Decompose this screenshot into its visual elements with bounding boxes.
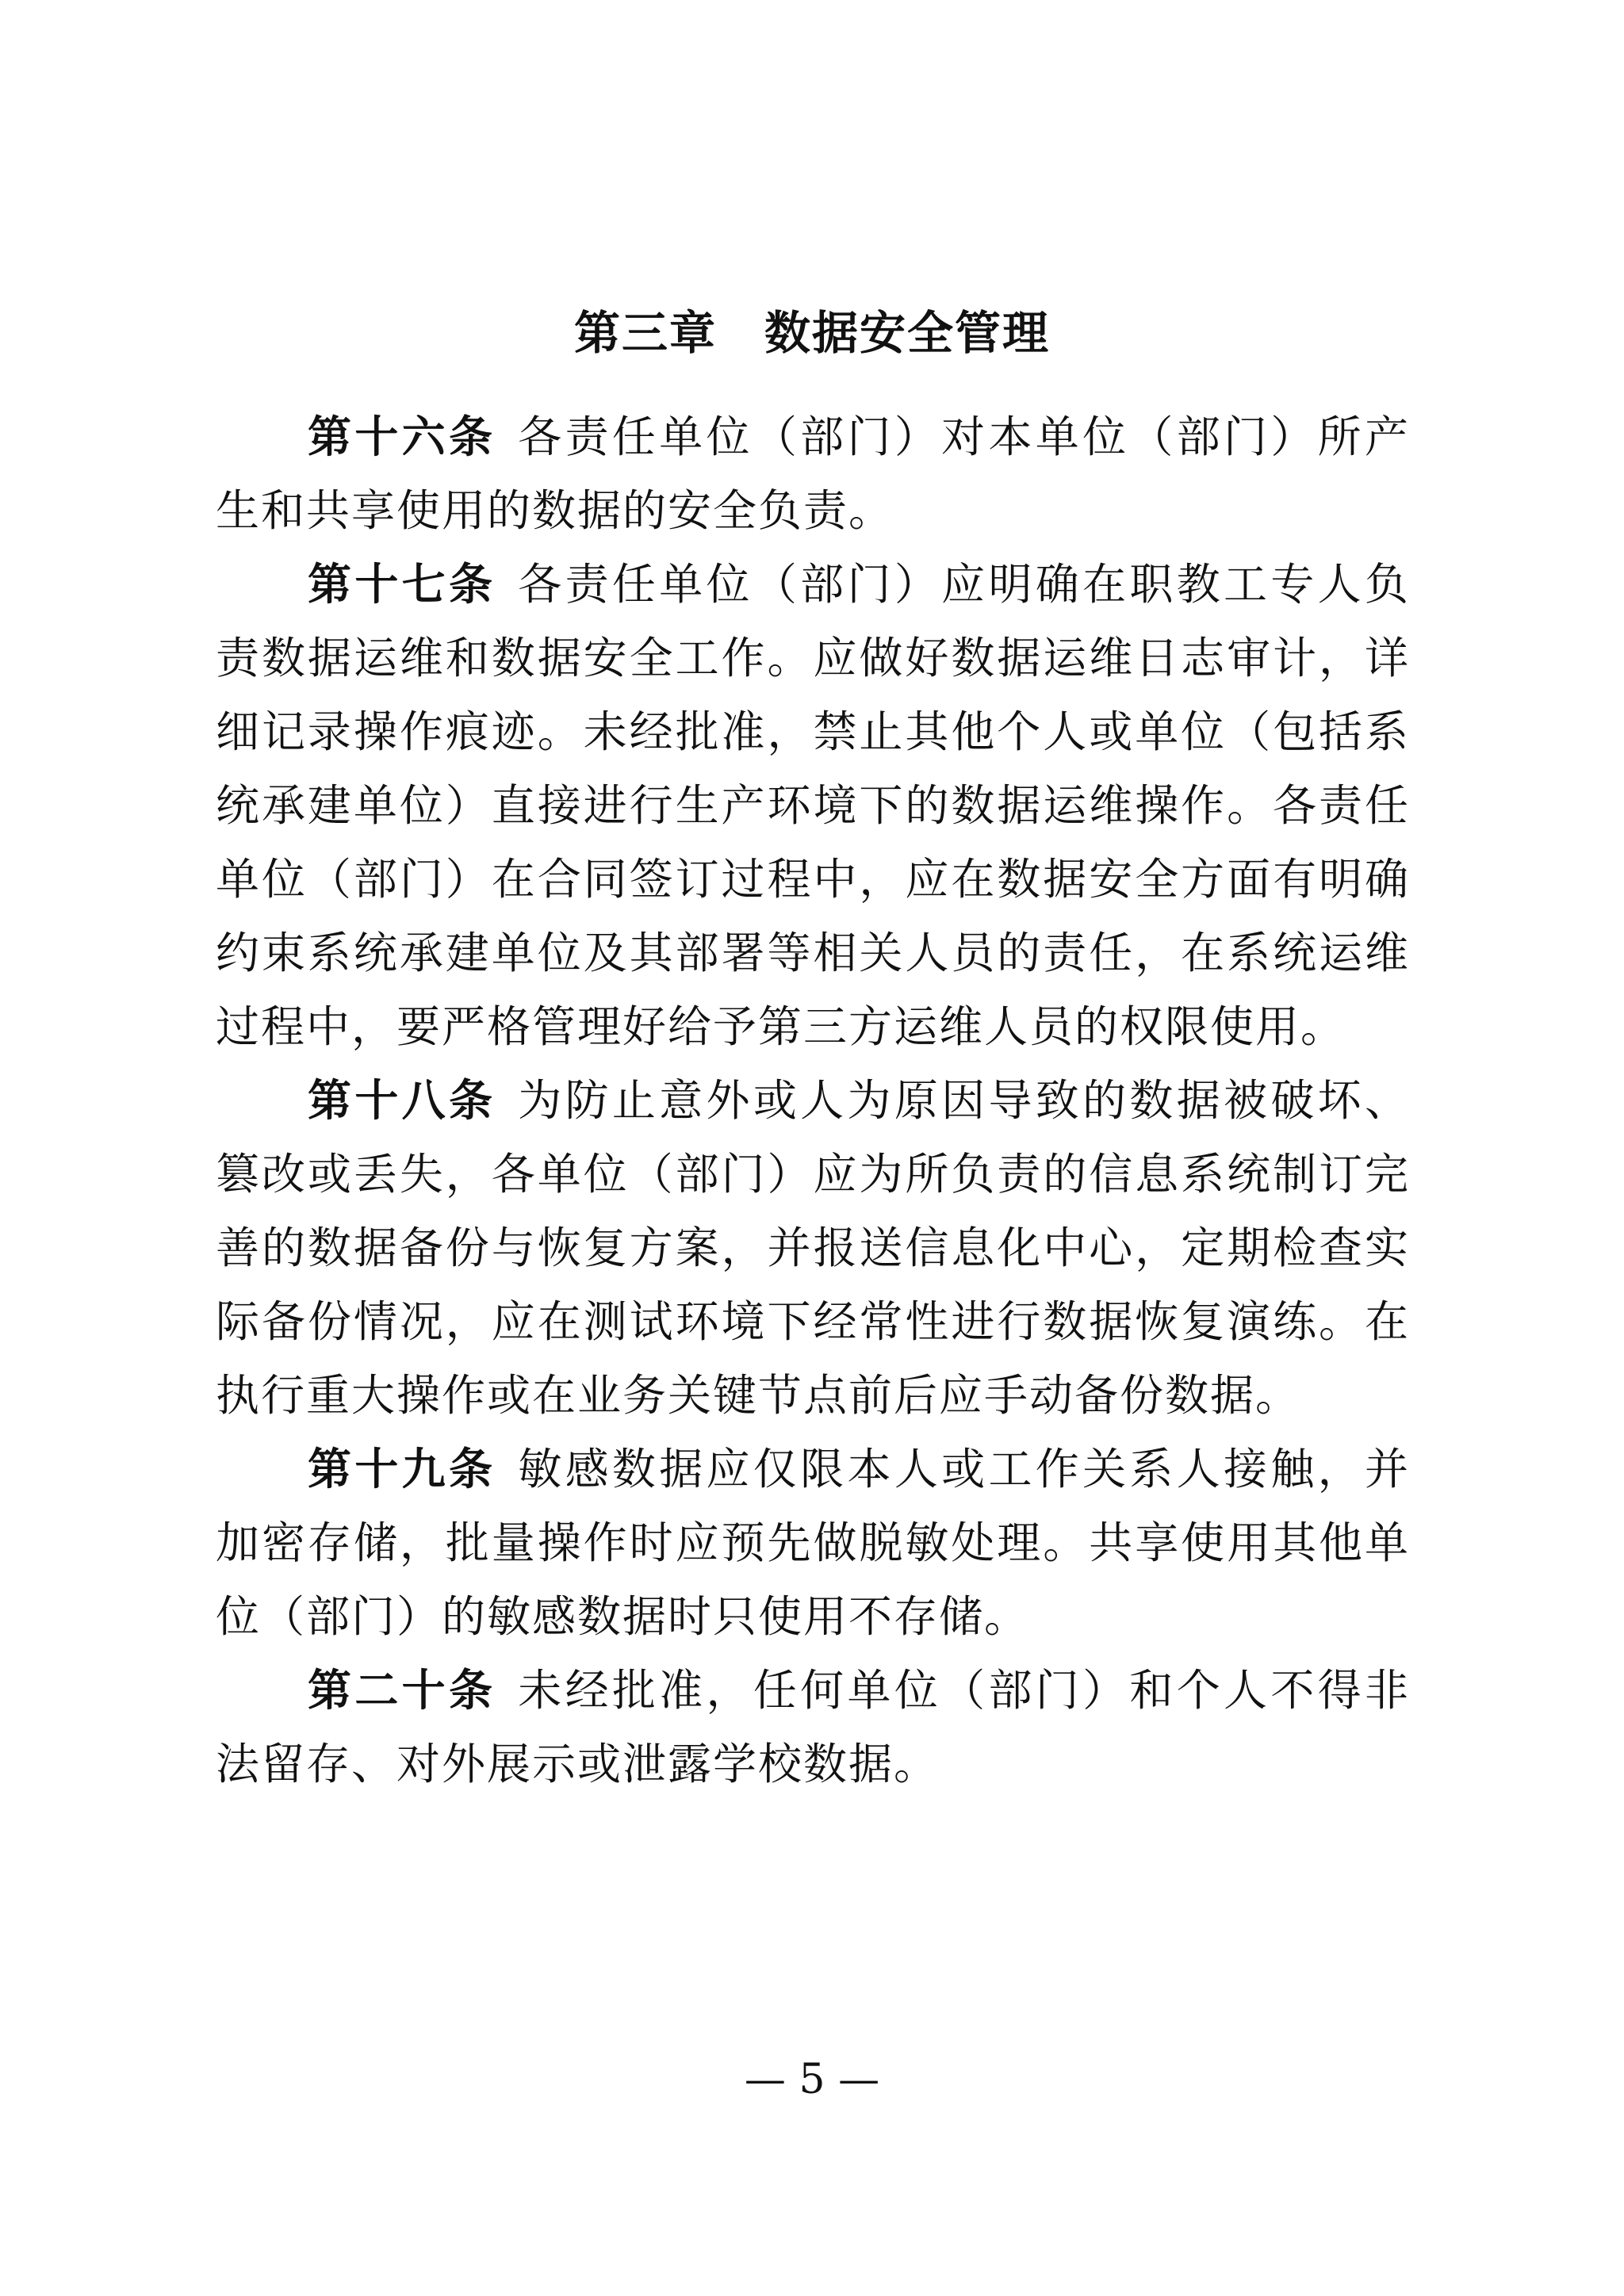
document-body: [216, 400, 1410, 1801]
chapter-title: 第三章 数据安全管理: [573, 306, 1050, 360]
article-text: 各责任单位（部门）对本单位（部门）所产生和共享使用的数据的安全负责。: [216, 411, 1410, 536]
article-text: 为防止意外或人为原因导致的数据被破坏、篡改或丢失，各单位（部门）应为所负责的信息系统制订完善的数据备份与恢复方案，并报送信息化中心，定期检查实际备份情况，应在测试环境下经常性进行数据恢复演练。在执行重大操作或在业务关键节点前后应手动备份数据。: [216, 1075, 1410, 1421]
article-20: [216, 1654, 1410, 1801]
page-number: — 5 —: [744, 2056, 880, 2103]
article-number: 第十九条: [308, 1444, 496, 1494]
article-number: 第十六条: [308, 411, 496, 462]
article-number: 第十八条: [308, 1075, 496, 1126]
article-text: 未经批准，任何单位（部门）和个人不得非法留存、对外展示或泄露学校数据。: [216, 1665, 1410, 1789]
article-text: 各责任单位（部门）应明确在职教工专人负责数据运维和数据安全工作。应做好数据运维日志审计，详细记录操作痕迹。未经批准，禁止其他个人或单位（包括系统承建单位）直接进行生产环境下的数据运维操作。各责任单位（部门）在合同签订过程中，应在数据安全方面有明确约束系统承建单位及其部署等相关人员的责任，在系统运维过程中，要严格管理好给予第三方运维人员的权限使用。: [216, 559, 1410, 1052]
article-number: 第二十条: [308, 1665, 496, 1716]
article-17: [216, 548, 1410, 1064]
article-text: 敏感数据应仅限本人或工作关系人接触，并加密存储，批量操作时应预先做脱敏处理。共享使用其他单位（部门）的敏感数据时只使用不存储。: [216, 1444, 1410, 1642]
article-number: 第十七条: [308, 559, 496, 610]
article-16: [216, 400, 1410, 548]
article-18: [216, 1064, 1410, 1433]
article-19: [216, 1433, 1410, 1654]
